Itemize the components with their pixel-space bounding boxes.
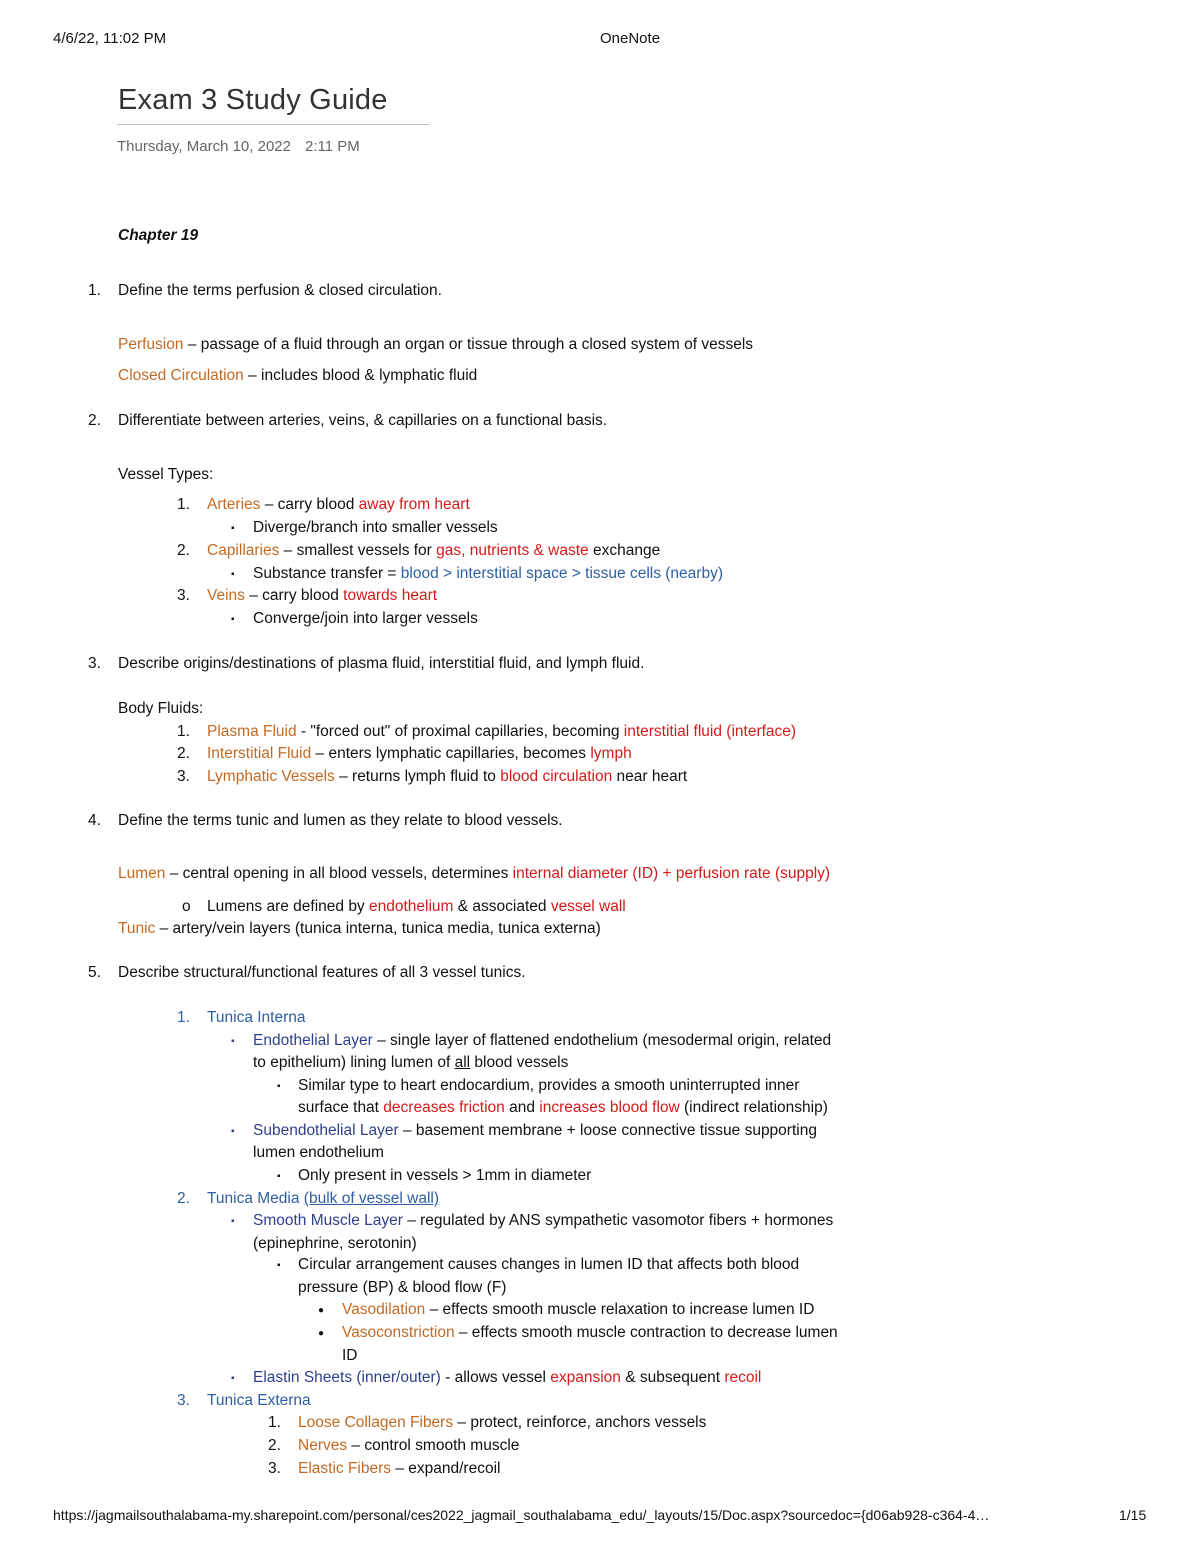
highlight-text: internal diameter (ID) + perfusion rate (supply): [512, 865, 831, 882]
question-1-text: Define the terms perfusion & closed circulation.: [118, 282, 442, 299]
hollow-bullet-icon: o: [182, 898, 191, 915]
question-number: 2.: [88, 412, 101, 429]
arteries-subitem: Diverge/branch into smaller vessels: [253, 519, 498, 536]
subendothelial-layer-continued: lumen endothelium: [253, 1144, 384, 1161]
underlined-text: (bulk of vessel wall): [303, 1190, 440, 1207]
term-veins: Veins: [207, 587, 245, 604]
round-bullet-icon: ●: [318, 1328, 325, 1339]
item-text: – expand/recoil: [391, 1460, 501, 1477]
list-number: 3.: [268, 1460, 281, 1477]
square-bullet-icon: ▪: [277, 1171, 281, 1182]
plasma-fluid-item: [207, 721, 796, 743]
item-text: – effects smooth muscle relaxation to increase lumen ID: [425, 1301, 815, 1318]
question-3-text: Describe origins/destinations of plasma fluid, interstitial fluid, and lymph fluid.: [118, 655, 645, 672]
tunica-interna-heading: Tunica Interna: [207, 1009, 306, 1026]
item-text: exchange: [588, 542, 661, 559]
item-text: – carry blood: [260, 496, 359, 513]
question-number: 5.: [88, 964, 101, 981]
highlight-text: increases blood flow: [539, 1099, 680, 1116]
term-capillaries: Capillaries: [207, 542, 280, 559]
circular-arrangement-continued: pressure (BP) & blood flow (F): [298, 1279, 507, 1296]
highlight-text: interstitial fluid (interface): [623, 723, 797, 740]
vasoconstriction-item: [342, 1322, 838, 1344]
endocardium-note: Similar type to heart endocardium, provides a smooth uninterrupted inner: [298, 1077, 800, 1094]
interstitial-fluid-item: [207, 743, 632, 765]
square-bullet-icon: ▪: [231, 614, 235, 625]
body-fluids-heading: Body Fluids:: [118, 700, 204, 717]
print-page-number: 1/15: [1119, 1507, 1147, 1523]
term-elastin-sheets: Elastin Sheets (inner/outer): [253, 1369, 441, 1386]
item-text: – single layer of flattened endothelium (mesodermal origin, related: [372, 1032, 832, 1049]
definition-text: – includes blood & lymphatic fluid: [243, 367, 478, 384]
square-bullet-icon: ▪: [231, 1126, 235, 1137]
item-text: & associated: [453, 898, 551, 915]
item-text: - allows vessel: [440, 1369, 551, 1386]
title-underline: [117, 124, 430, 125]
list-number: 1.: [177, 496, 190, 513]
highlight-text: recoil: [724, 1369, 762, 1386]
highlight-text: expansion: [550, 1369, 621, 1386]
highlight-text: blood circulation: [500, 768, 613, 785]
list-number: 1.: [177, 1009, 190, 1026]
highlight-text: towards heart: [343, 587, 438, 604]
item-text: & subsequent: [620, 1369, 725, 1386]
definition-text: – passage of a fluid through an organ or tissue through a closed system of vessels: [183, 336, 754, 353]
square-bullet-icon: ▪: [231, 523, 235, 534]
elastic-fibers-item: [298, 1458, 500, 1480]
square-bullet-icon: ▪: [231, 1373, 235, 1384]
print-timestamp: 4/6/22, 11:02 PM: [53, 30, 167, 47]
item-text: Lumens are defined by: [207, 898, 369, 915]
chapter-heading: Chapter 19: [118, 227, 199, 244]
subendothelial-layer-item: [253, 1120, 817, 1142]
lymphatic-vessels-item: [207, 766, 687, 788]
item-text: – returns lymph fluid to: [334, 768, 501, 785]
list-number: 2.: [268, 1437, 281, 1454]
item-text: and: [504, 1099, 540, 1116]
subendothelial-note: Only present in vessels > 1mm in diameter: [298, 1167, 592, 1184]
list-number: 2.: [177, 1190, 190, 1207]
term-endothelial-layer: Endothelial Layer: [253, 1032, 373, 1049]
vessel-types-heading: Vessel Types:: [118, 466, 214, 483]
definition-text: – artery/vein layers (tunica interna, tunica media, tunica externa): [155, 920, 601, 937]
veins-item: [207, 585, 437, 607]
highlight-text: gas, nutrients & waste: [436, 542, 589, 559]
list-number: 3.: [177, 1392, 190, 1409]
smooth-muscle-layer-item: [253, 1210, 833, 1232]
list-number: 3.: [177, 587, 190, 604]
item-text: to epithelium) lining lumen of: [253, 1054, 455, 1071]
endocardium-note-continued: [298, 1097, 828, 1119]
print-url: https://jagmailsouthalabama-my.sharepoint.com/personal/ces2022_jagmail_southalabama_edu/_layouts/15/Doc.aspx?sourcedoc={d06ab928-c364-4…: [53, 1507, 990, 1523]
capillaries-item: [207, 540, 660, 562]
term-loose-collagen-fibers: Loose Collagen Fibers: [298, 1414, 454, 1431]
question-number: 1.: [88, 282, 101, 299]
term-vasoconstriction: Vasoconstriction: [342, 1324, 455, 1341]
print-header: [0, 30, 1200, 50]
lumen-subitem: [207, 896, 626, 918]
question-number: 4.: [88, 812, 101, 829]
square-bullet-icon: ▪: [231, 569, 235, 580]
item-text: – protect, reinforce, anchors vessels: [453, 1414, 707, 1431]
item-text: – carry blood: [244, 587, 344, 604]
list-number: 2.: [177, 745, 190, 762]
list-number: 1.: [177, 723, 190, 740]
question-5-text: Describe structural/functional features of all 3 vessel tunics.: [118, 964, 526, 981]
lumen-definition: [118, 863, 830, 885]
term-lumen: Lumen: [118, 865, 166, 882]
item-text: – basement membrane + loose connective tissue supporting: [398, 1122, 817, 1139]
question-2-text: Differentiate between arteries, veins, & capillaries on a functional basis.: [118, 412, 608, 429]
term-lymphatic-vessels: Lymphatic Vessels: [207, 768, 335, 785]
page-created-datetime: [117, 138, 360, 155]
tunic-definition: [118, 918, 601, 940]
highlight-text: away from heart: [358, 496, 470, 513]
arteries-item: [207, 494, 470, 516]
round-bullet-icon: ●: [318, 1305, 325, 1316]
vasodilation-item: [342, 1299, 814, 1321]
definition-text: – central opening in all blood vessels, determines: [165, 865, 513, 882]
page-time: 2:11 PM: [304, 138, 360, 155]
page-date: Thursday, March 10, 2022: [117, 138, 291, 155]
item-text: Substance transfer =: [253, 565, 401, 582]
highlight-text: decreases friction: [383, 1099, 505, 1116]
highlight-text: blood > interstitial space > tissue cells (nearby): [400, 565, 723, 582]
term-plasma-fluid: Plasma Fluid: [207, 723, 297, 740]
term-smooth-muscle-layer: Smooth Muscle Layer: [253, 1212, 403, 1229]
term-subendothelial-layer: Subendothelial Layer: [253, 1122, 399, 1139]
term-interstitial-fluid: Interstitial Fluid: [207, 745, 312, 762]
item-text: – smallest vessels for: [279, 542, 437, 559]
perfusion-definition: [118, 334, 753, 356]
term-elastic-fibers: Elastic Fibers: [298, 1460, 392, 1477]
highlight-text: vessel wall: [550, 898, 626, 915]
question-number: 3.: [88, 655, 101, 672]
circular-arrangement-note: Circular arrangement causes changes in lumen ID that affects both blood: [298, 1256, 800, 1273]
closed-circulation-definition: [118, 365, 477, 387]
term-perfusion: Perfusion: [118, 336, 184, 353]
item-text: surface that: [298, 1099, 384, 1116]
list-number: 1.: [268, 1414, 281, 1431]
item-text: - "forced out" of proximal capillaries, becoming: [296, 723, 624, 740]
endothelial-layer-continued: [253, 1052, 568, 1074]
highlight-text: lymph: [590, 745, 632, 762]
square-bullet-icon: ▪: [231, 1216, 235, 1227]
square-bullet-icon: ▪: [277, 1081, 281, 1092]
list-number: 2.: [177, 542, 190, 559]
loose-collagen-fibers-item: [298, 1412, 706, 1434]
tunica-externa-heading: Tunica Externa: [207, 1392, 311, 1409]
nerves-item: [298, 1435, 519, 1457]
print-app-name: OneNote: [600, 30, 661, 47]
underlined-text: all: [454, 1054, 471, 1071]
smooth-muscle-layer-continued: (epinephrine, serotonin): [253, 1235, 417, 1252]
term-nerves: Nerves: [298, 1437, 348, 1454]
term-vasodilation: Vasodilation: [342, 1301, 426, 1318]
item-text: near heart: [612, 768, 688, 785]
square-bullet-icon: ▪: [277, 1260, 281, 1271]
question-4-text: Define the terms tunic and lumen as they relate to blood vessels.: [118, 812, 563, 829]
term-tunic: Tunic: [118, 920, 156, 937]
term-arteries: Arteries: [207, 496, 261, 513]
item-text: – regulated by ANS sympathetic vasomotor fibers + hormones: [402, 1212, 834, 1229]
tunica-media-heading: [207, 1188, 439, 1210]
elastin-sheets-item: [253, 1367, 761, 1389]
list-number: 3.: [177, 768, 190, 785]
capillaries-subitem: [253, 563, 723, 585]
item-text: – enters lymphatic capillaries, becomes: [311, 745, 591, 762]
square-bullet-icon: ▪: [231, 1036, 235, 1047]
endothelial-layer-item: [253, 1030, 831, 1052]
page-title: Exam 3 Study Guide: [118, 84, 388, 116]
vasoconstriction-continued: ID: [342, 1347, 358, 1364]
item-text: – effects smooth muscle contraction to decrease lumen: [454, 1324, 838, 1341]
veins-subitem: Converge/join into larger vessels: [253, 610, 478, 627]
print-footer: [0, 1507, 1200, 1527]
term-closed-circulation: Closed Circulation: [118, 367, 244, 384]
item-text: blood vessels: [470, 1054, 569, 1071]
item-text: – control smooth muscle: [347, 1437, 520, 1454]
tunica-media-title: Tunica Media: [207, 1190, 300, 1207]
item-text: (indirect relationship): [679, 1099, 828, 1116]
highlight-text: endothelium: [369, 898, 454, 915]
